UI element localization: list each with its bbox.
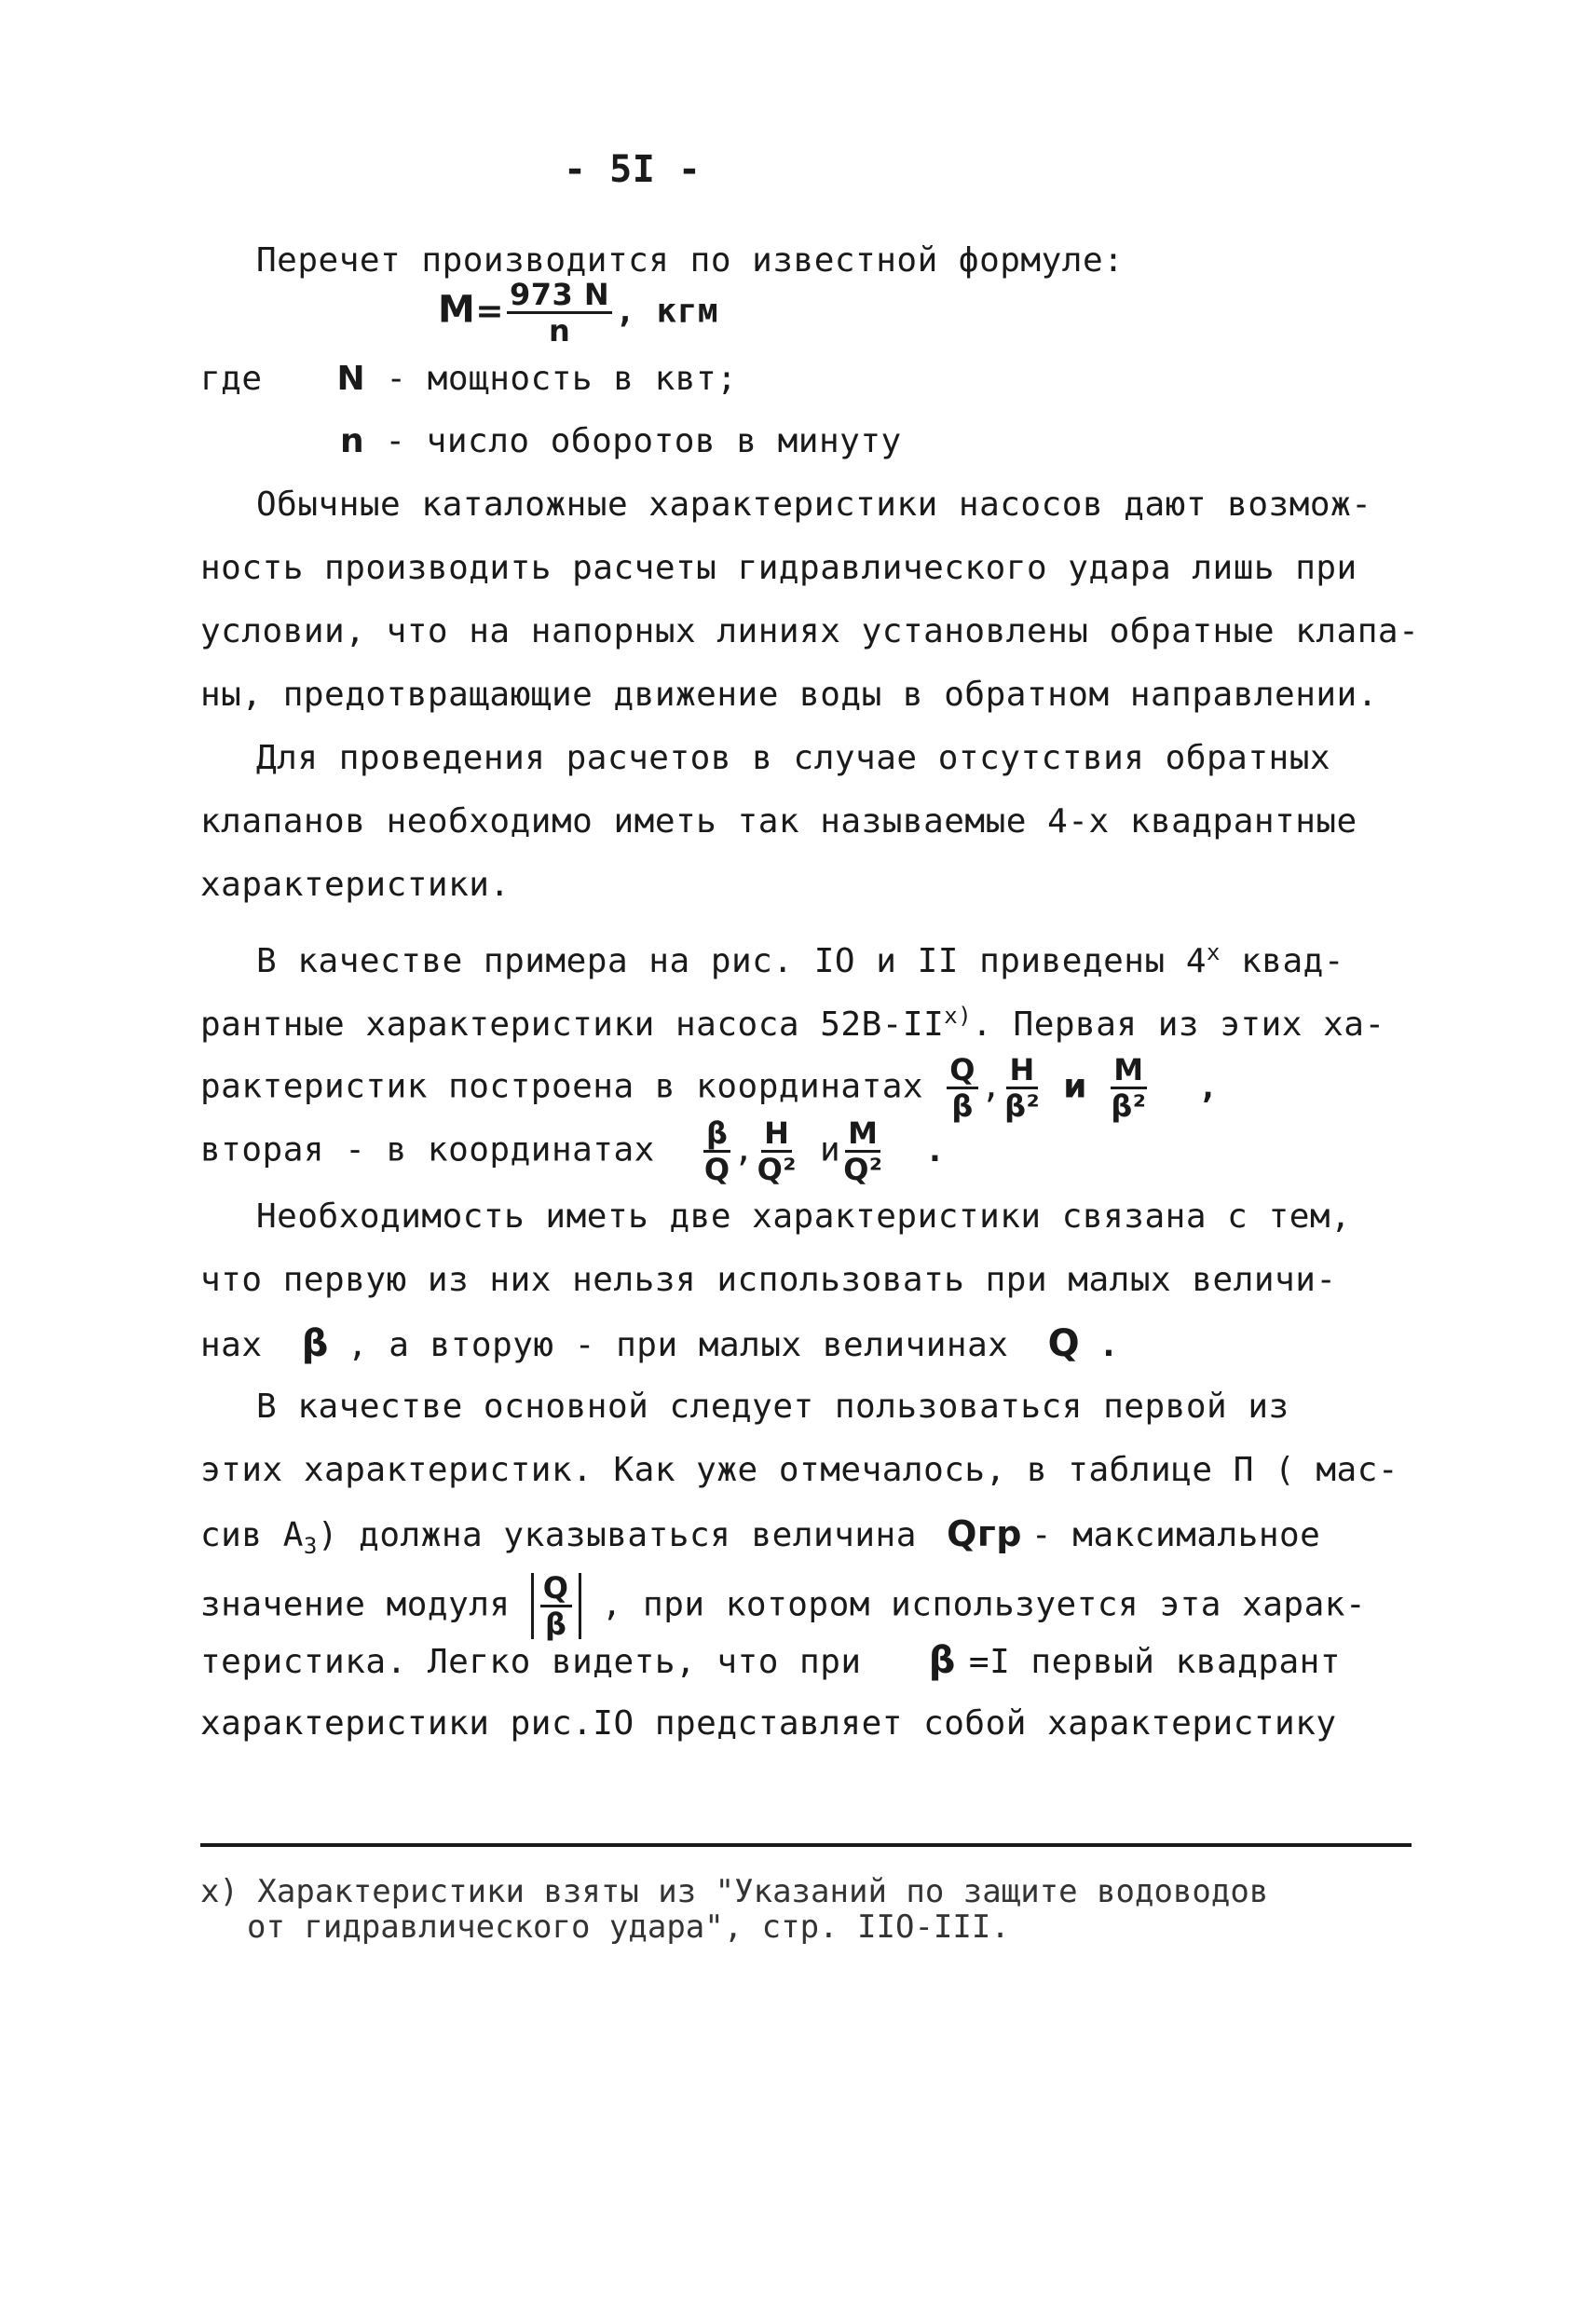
- fraction-m-q2: $\frac{M}{\text{Q²}}$: [843, 1115, 883, 1187]
- text-line: Для проведения расчетов в случае отсутствия обратных: [256, 739, 1331, 777]
- text-line: ность производить расчеты гидравлического удара лишь при: [200, 549, 1357, 587]
- fraction-q-beta: $\frac{Q}{\beta}$: [947, 1055, 978, 1121]
- text-line: нах β , а вторую - при малых величинах Q .: [200, 1322, 1120, 1365]
- text-line: характеристики рис.IO представляет собой характеристику: [200, 1704, 1337, 1743]
- text-line: В качестве основной следует пользоваться первой из: [256, 1388, 1289, 1426]
- text-line: ны, предотвращающие движение воды в обратном направлении.: [200, 676, 1378, 714]
- fraction-m-beta2: $\frac{M}{\text{β²}}$: [1111, 1052, 1147, 1124]
- formula-line: M= $\frac{973 N}{n}$ , кгм: [438, 277, 719, 349]
- text-line: где N - мощность в квт;: [200, 360, 738, 398]
- footnote-divider: [200, 1843, 1412, 1847]
- modulus-expression: $\frac{Q}{\beta}$: [531, 1573, 581, 1639]
- footnote-line: от гидравлического удара", стр. IIO-III.: [247, 1908, 1010, 1946]
- text-line: вторая - в координатах $\frac{\beta}{Q}$ , $\frac{H}{\text{Q²}}$ и $\frac{M}{\text{Q²}}$ .: [200, 1115, 946, 1187]
- text-line: клапанов необходимо иметь так называемые 4-х квадрантные: [200, 802, 1357, 841]
- text-line: этих характеристик. Как уже отмечалось, в таблице П ( мас-: [200, 1451, 1399, 1489]
- formula-fraction: $\frac{973 N}{n}$: [507, 280, 612, 346]
- fraction-beta-q: $\frac{\beta}{Q}$: [703, 1115, 730, 1187]
- text-line: что первую из них нельзя использовать при малых величи-: [200, 1261, 1337, 1299]
- text-line: Перечет производится по известной формуле:: [256, 241, 1125, 280]
- text-line: сив $A_3$) должна указываться величина Qгр - максимальное: [200, 1513, 1321, 1560]
- text-line: теристика. Легко видеть, что при β =I первый квадрант: [200, 1639, 1342, 1682]
- text-line: значение модуля $\frac{Q}{\beta}$ , при котором используется эта харак-: [200, 1570, 1367, 1642]
- footnote-line: x) Характеристики взяты из "Указаний по защите водоводов: [200, 1873, 1269, 1910]
- text-line: Необходимость иметь две характеристики связана с тем,: [256, 1197, 1352, 1236]
- text-line: В качестве примера на рис. IO и II приведены 4$^x$ квад-: [256, 939, 1344, 980]
- text-line: рактеристик построена в координатах $\frac{Q}{\beta}$ , $\frac{H}{\text{β²}}$ и $\frac{M}{\text{β²}}$ ,: [200, 1052, 1219, 1124]
- text-line: Обычные каталожные характеристики насосов дают возмож-: [256, 485, 1372, 524]
- text-line: рантные характеристики насоса 52В-II$^{x)}$. Первая из этих ха-: [200, 1003, 1385, 1044]
- text-line: n - число оборотов в минуту: [340, 422, 902, 460]
- fraction-h-beta2: $\frac{H}{\text{β²}}$: [1004, 1052, 1041, 1124]
- page-number: - 5I -: [564, 148, 702, 191]
- text-line: характеристики.: [200, 866, 511, 904]
- text-line: условии, что на напорных линиях установлены обратные клапа-: [200, 612, 1420, 650]
- fraction-h-q2: $\frac{H}{\text{Q²}}$: [757, 1115, 797, 1187]
